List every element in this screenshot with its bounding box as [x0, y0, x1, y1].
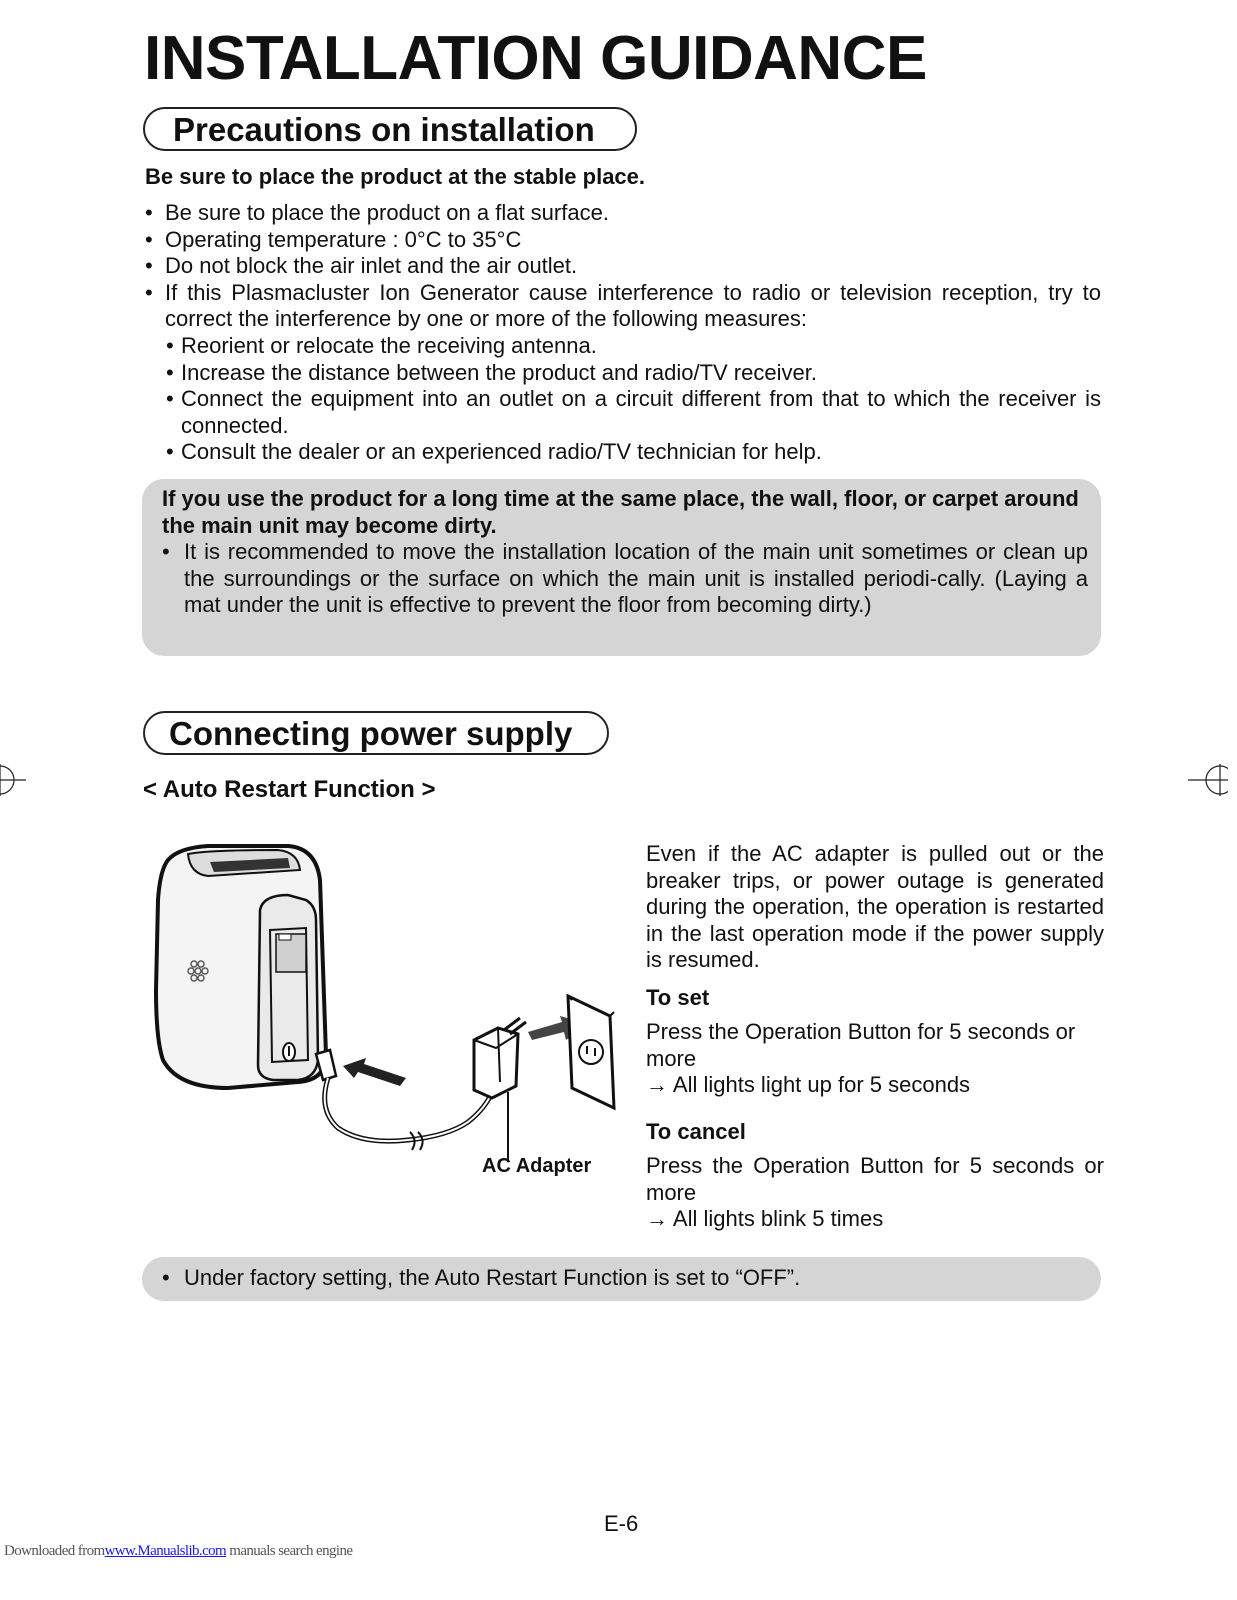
footer-prefix: Downloaded from	[4, 1543, 105, 1559]
precautions-lead: Be sure to place the product at the stable place.	[145, 164, 646, 189]
ac-adapter-illustration	[148, 840, 628, 1170]
page-title: INSTALLATION GUIDANCE	[144, 24, 927, 93]
list-item: • Do not block the air inlet and the air outlet.	[165, 253, 1101, 280]
to-set-heading: To set	[646, 985, 710, 1010]
to-set-text: Press the Operation Button for 5 seconds or more	[646, 1019, 1076, 1071]
manualslib-link[interactable]: www.Manualslib.com	[104, 1543, 227, 1559]
dirt-note-heading: If you use the product for a long time at the same place, the wall, floor, or carpet around the main unit may become dirty.	[162, 486, 1079, 538]
section-heading-precautions: Precautions on installation	[143, 107, 637, 151]
footer-suffix: manuals search engine	[226, 1543, 353, 1559]
dirt-note-bullet: • It is recommended to move the installation location of the main unit sometimes or clean up the surroundings or the surface on which the main unit is installed periodi-cally. (Laying a mat under the unit is effective to prevent the floor from becoming dirty.)	[162, 539, 1088, 617]
auto-restart-description: Even if the AC adapter is pulled out or the breaker trips, or power outage is generated during the operation, the operation is restarted in the last operation mode if the power supply is resumed.	[646, 841, 1104, 972]
list-item: • Connect the equipment into an outlet on a circuit different from that to which the receiver is connected.	[181, 386, 1101, 439]
precautions-list	[165, 200, 1101, 333]
download-footer	[4, 1543, 352, 1560]
note-bullet-icon: •	[162, 1265, 170, 1290]
power-cable	[325, 1065, 498, 1141]
to-cancel-text: Press the Operation Button for 5 seconds or more	[646, 1153, 1104, 1205]
list-item: • Reorient or relocate the receiving antenna.	[181, 333, 1101, 360]
registration-mark-left	[0, 760, 26, 800]
measures-list	[181, 333, 1101, 466]
list-item: • Be sure to place the product on a flat surface.	[165, 200, 1101, 227]
dirt-note-text: It is recommended to move the installation location of the main unit sometimes or clean up the surroundings or the surface on which the main unit is installed periodi-cally. (Laying a mat under the unit is effective to prevent the floor from becoming dirty.)	[184, 539, 1088, 617]
to-cancel-heading: To cancel	[646, 1119, 746, 1144]
to-cancel-result: → All lights blink 5 times	[646, 1206, 884, 1231]
factory-setting-text: Under factory setting, the Auto Restart Function is set to “OFF”.	[184, 1265, 801, 1290]
page-number: E-6	[604, 1511, 639, 1536]
list-item: • Consult the dealer or an experienced radio/TV technician for help.	[181, 439, 1101, 466]
list-item: • Operating temperature : 0°C to 35°C	[165, 227, 1101, 254]
ac-adapter-label: AC Adapter	[482, 1155, 592, 1177]
dirt-note-box	[142, 479, 1101, 656]
to-set-result: → All lights light up for 5 seconds	[646, 1072, 971, 1097]
list-item: • Increase the distance between the product and radio/TV receiver.	[181, 360, 1101, 387]
auto-restart-heading: < Auto Restart Function >	[143, 776, 436, 803]
factory-setting-note	[142, 1257, 1101, 1301]
list-item: • If this Plasmacluster Ion Generator cause interference to radio or television reception, try to correct the interference by one or more of the following measures:	[165, 280, 1101, 333]
section-heading-power: Connecting power supply	[143, 711, 609, 755]
insert-arrow-left	[343, 1058, 406, 1086]
registration-mark-right	[1188, 760, 1228, 800]
